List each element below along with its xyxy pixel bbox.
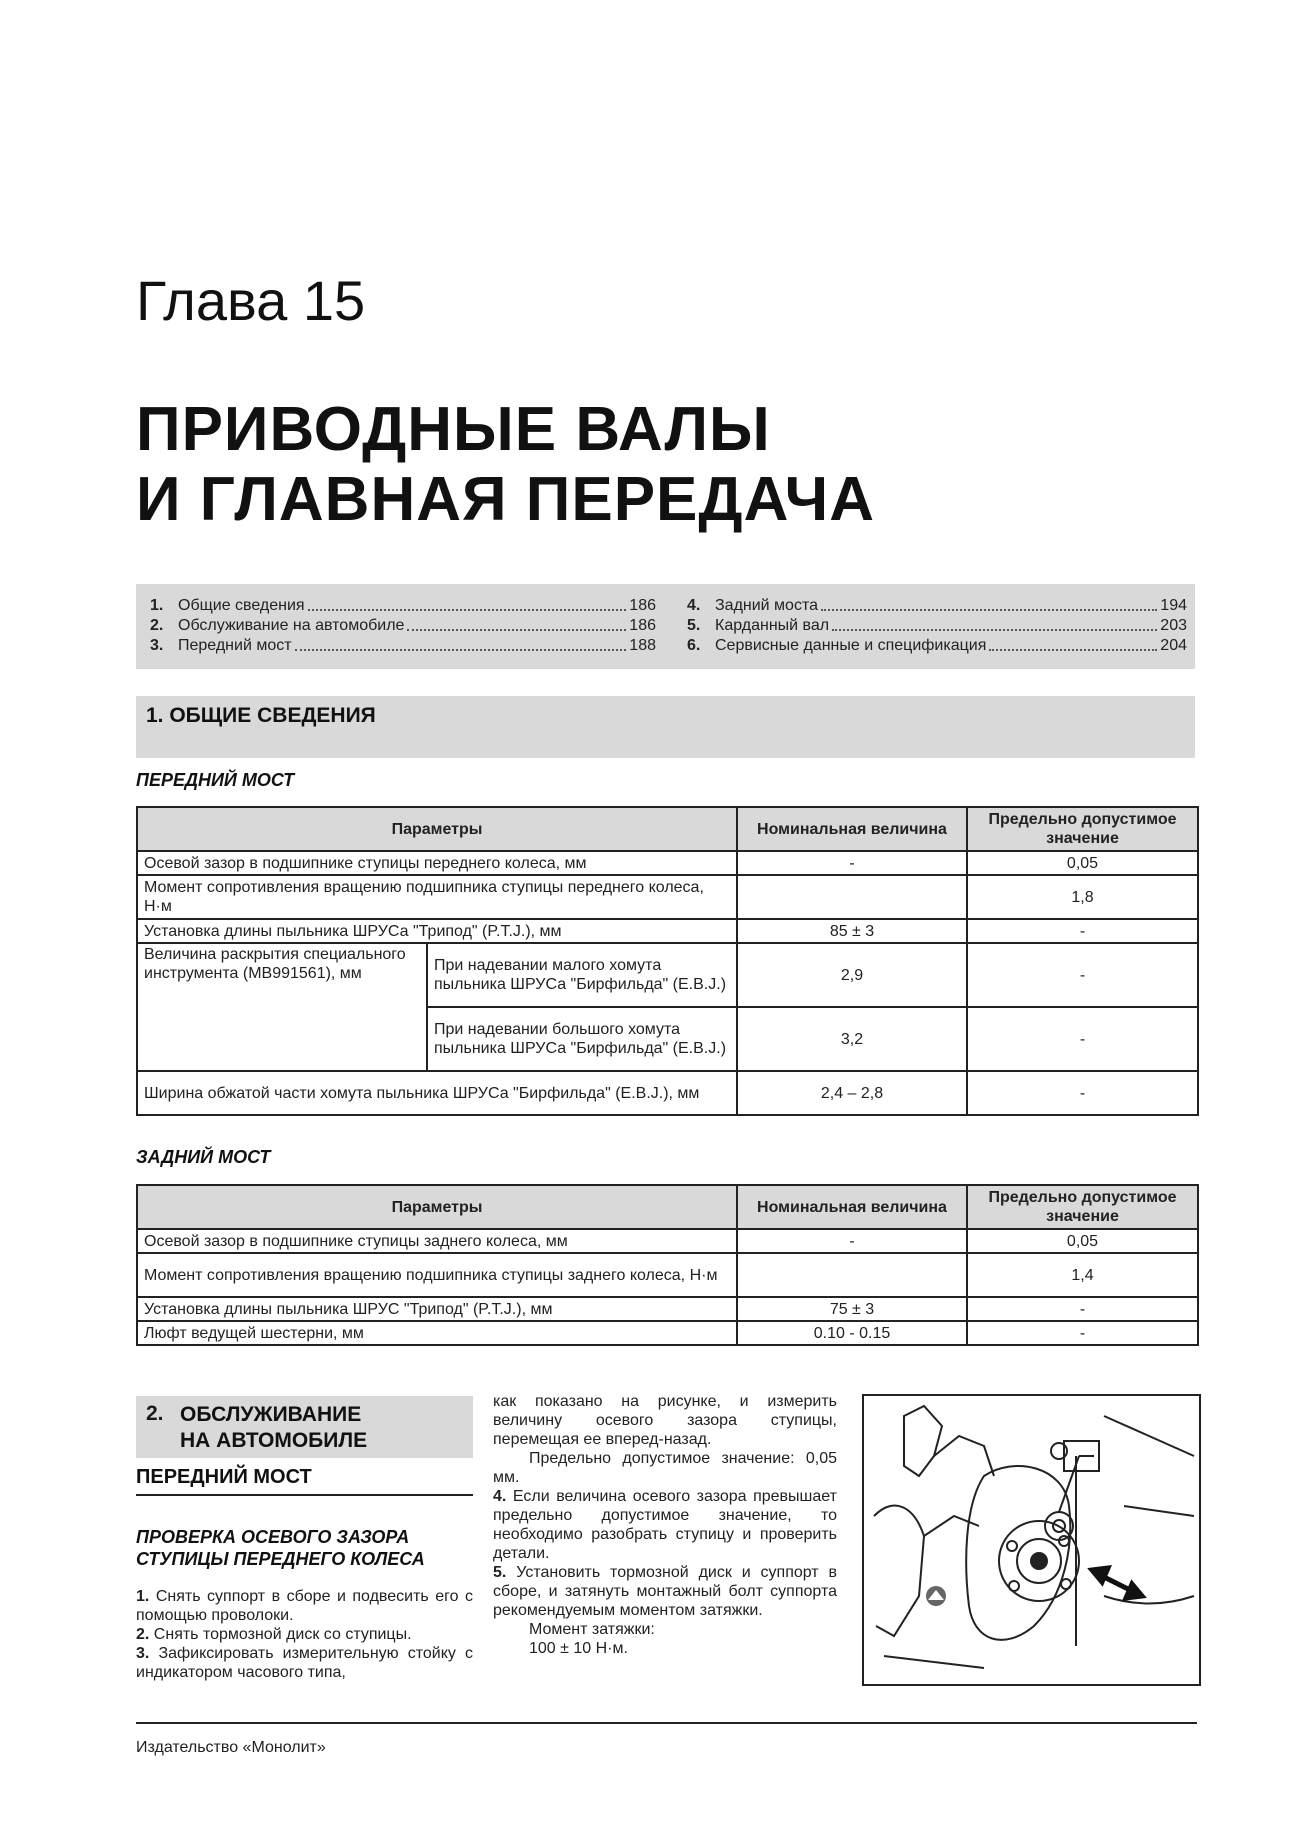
limit-note: Предельно допустимое значение: 0,05 мм. (493, 1450, 837, 1486)
table-row: Момент сопротивления вращению подшипника ступицы переднего колеса, Н·м 1,8 (137, 875, 1198, 919)
col-header-limit: Предельно допустимое значение (967, 1185, 1198, 1229)
col-header-params: Параметры (137, 807, 737, 851)
front-axle-heading: ПЕРЕДНИЙ МОСТ (136, 770, 295, 790)
torque-value: 100 ± 10 Н·м. (529, 1640, 628, 1657)
toc-item[interactable]: 3. Передний мост 188 (150, 637, 656, 654)
col-header-nominal: Номинальная величина (737, 807, 967, 851)
section2-title: ОБСЛУЖИВАНИЕ НА АВТОМОБИЛЕ (180, 1403, 368, 1452)
toc-item[interactable]: 2. Обслуживание на автомобиле 186 (150, 617, 656, 634)
table-row: Установка длины пыльника ШРУС "Трипод" (P.T.J.), мм 75 ± 3 - (137, 1297, 1198, 1321)
torque-label: Момент затяжки: (529, 1621, 655, 1638)
step-5: 5. Установить тормозной диск и суппорт в сборе, и затянуть монтажный болт суппорта рекомендуемым моментом затяжки. (493, 1564, 838, 1619)
procedure-title: ПРОВЕРКА ОСЕВОГО ЗАЗОРА СТУПИЦЫ ПЕРЕДНЕГО КОЛЕСА (136, 1527, 425, 1569)
procedure-steps-left (136, 1587, 473, 1682)
step-2: 2. Снять тормозной диск со ступицы. (136, 1626, 412, 1643)
step-1: 1. Снять суппорт в сборе и подвесить его с помощью проволоки. (136, 1588, 473, 1624)
hub-axial-play-figure (862, 1394, 1201, 1686)
table-row: Момент сопротивления вращению подшипника ступицы заднего колеса, Н·м 1,4 (137, 1253, 1198, 1297)
table-row: Осевой зазор в подшипнике ступицы переднего колеса, мм - 0,05 (137, 851, 1198, 875)
footer-rule (136, 1722, 1197, 1724)
chapter-title-line2: И ГЛАВНАЯ ПЕРЕДАЧА (136, 465, 875, 534)
section2-heading (136, 1396, 473, 1458)
hub-illustration (864, 1396, 1199, 1684)
table-row: Величина раскрытия специального инструмента (MB991561), мм При надевании малого хомута пыльника ШРУСа "Бирфильда" (E.B.J.) 2,9 - (137, 943, 1198, 1007)
step-3: 3. Зафиксировать измерительную стойку с индикатором часового типа, (136, 1645, 473, 1681)
section2-number: 2. (146, 1402, 164, 1425)
toc-left-column (136, 596, 656, 656)
rear-axle-table (136, 1184, 1199, 1346)
strut-outline (904, 1406, 942, 1476)
table-header-row (137, 1185, 1198, 1229)
front-axle-table (136, 806, 1199, 1116)
footer-publisher: Издательство «Монолит» (136, 1739, 326, 1756)
toc-item[interactable]: 6. Сервисные данные и спецификация 204 (687, 637, 1187, 654)
table-row: Ширина обжатой части хомута пыльника ШРУСа "Бирфильда" (E.B.J.), мм 2,4 – 2,8 - (137, 1071, 1198, 1115)
col-header-nominal: Номинальная величина (737, 1185, 967, 1229)
rear-axle-heading: ЗАДНИЙ МОСТ (136, 1147, 271, 1167)
table-row: Люфт ведущей шестерни, мм 0.10 - 0.15 - (137, 1321, 1198, 1345)
procedure-steps-right (493, 1392, 837, 1658)
toc-item[interactable]: 4. Задний моста 194 (687, 597, 1187, 614)
movement-arrow (1092, 1568, 1142, 1598)
front-axle-subsection: ПЕРЕДНИЙ МОСТ (136, 1466, 312, 1488)
section1-title: 1. ОБЩИЕ СВЕДЕНИЯ (146, 704, 376, 727)
col-header-params: Параметры (137, 1185, 737, 1229)
chapter-title-line1: ПРИВОДНЫЕ ВАЛЫ (136, 395, 771, 464)
table-row: Осевой зазор в подшипнике ступицы заднего колеса, мм - 0,05 (137, 1229, 1198, 1253)
col-header-limit: Предельно допустимое значение (967, 807, 1198, 851)
table-row: Установка длины пыльника ШРУСа "Трипод" (P.T.J.), мм 85 ± 3 - (137, 919, 1198, 943)
publisher-stamp-icon (926, 1586, 946, 1606)
toc-item[interactable]: 1. Общие сведения 186 (150, 597, 656, 614)
table-row: При надевании большого хомута пыльника ШРУСа "Бирфильда" (E.B.J.) 3,2 - (137, 1007, 1198, 1071)
chapter-title (136, 395, 875, 535)
step-3-continued: как показано на рисунке, и измерить величину осевого зазора ступицы, перемещая ее вперед-назад. (493, 1393, 837, 1448)
chapter-label: Глава 15 (136, 269, 366, 332)
toc-right-column (673, 596, 1187, 656)
toc-item[interactable]: 5. Карданный вал 203 (687, 617, 1187, 634)
divider (136, 1494, 473, 1496)
table-of-contents (136, 584, 1195, 669)
table-header-row (137, 807, 1198, 851)
step-4: 4. Если величина осевого зазора превышает предельно допустимое значение, то необходимо разобрать ступицу и проверить детали. (493, 1488, 837, 1562)
section1-heading (136, 696, 1195, 758)
